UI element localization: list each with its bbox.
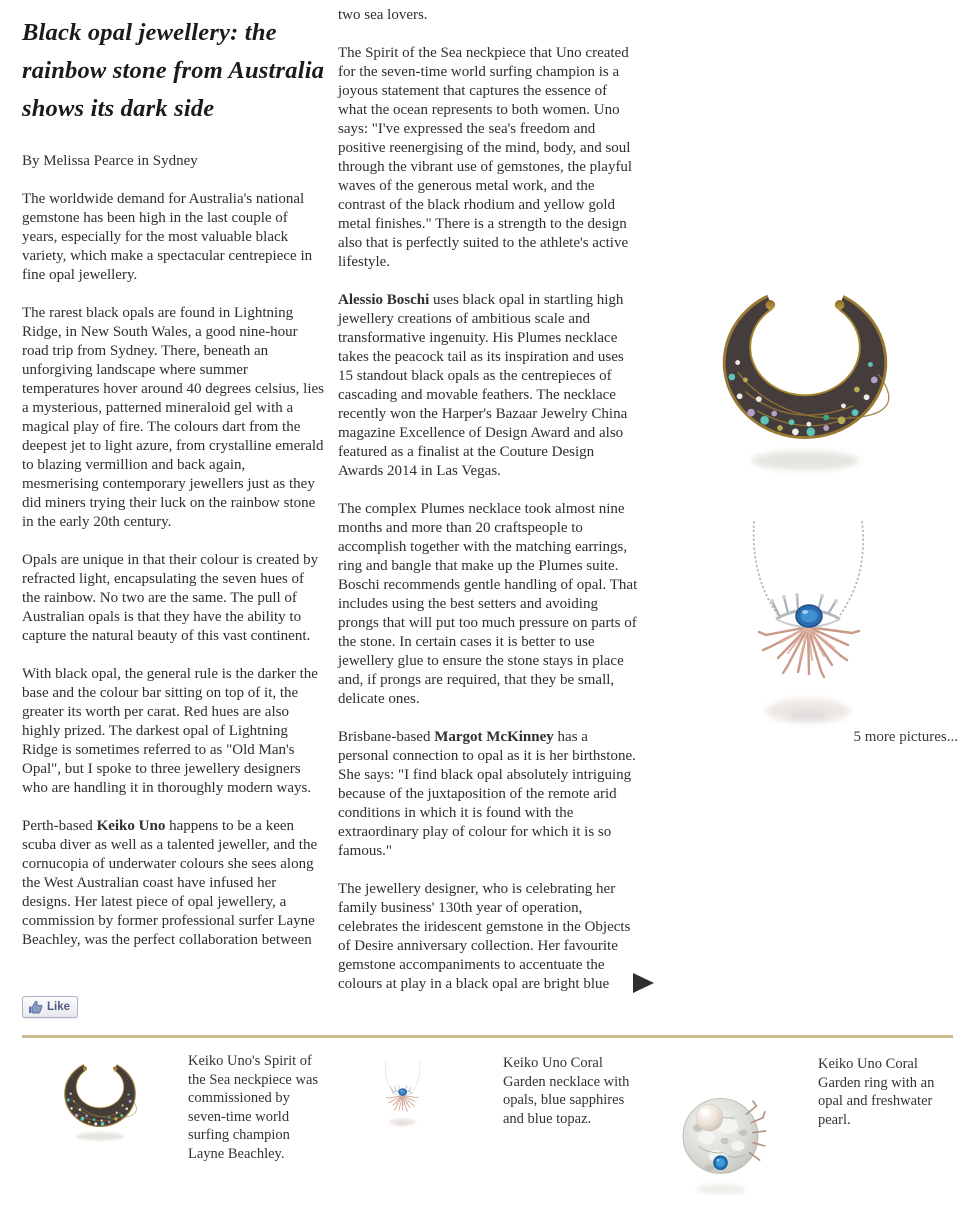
article-paragraph: two sea lovers. <box>338 7 428 23</box>
footer-caption: Keiko Uno Coral Garden ring with an opal and freshwater pearl. <box>818 1056 935 1128</box>
thumbs-up-icon <box>28 1000 43 1014</box>
footer-caption: Keiko Uno's Spirit of the Sea neckpiece was commissioned by seven-time world surfing champion Layne Beachley. <box>188 1053 319 1162</box>
article-column-2 <box>338 6 638 1013</box>
spirit-of-the-sea-necklace-image[interactable] <box>699 276 911 478</box>
article-paragraph: The jewellery designer, who is celebrating her family business' 130th year of operation, celebrates the iridescent gemstone in the Objects of Desire anniversary collection. Her favourite gemstone accompaniments to accentuate the colours at play in a black opal are bright blue <box>338 881 631 992</box>
designer-name: Margot McKinney <box>434 729 554 745</box>
page-title: Black opal jewellery: the rainbow stone from Australia shows its dark side <box>22 19 325 122</box>
more-pictures-link[interactable]: 5 more pictures... <box>853 729 958 745</box>
byline: By Melissa Pearce in Sydney <box>22 153 198 169</box>
article-paragraph: The complex Plumes necklace took almost nine months and more than 20 craftspeople to accomplish together with the matching earrings, ring and bangle that make up the Plumes suite. Boschi recommends gentle handling of opal. That includes using the best setters and avoiding prongs that will put too much pressure on parts of the stone. In certain cases it is better to use jewellery glue to ensure the stone stays in place and, if prongs are required, that they be small, delicate ones. <box>338 501 638 707</box>
footer-divider <box>22 1035 953 1038</box>
like-label: Like <box>47 1001 71 1013</box>
article-column-1 <box>22 14 325 969</box>
designer-name: Alessio Boschi <box>338 292 430 308</box>
article-paragraph: The Spirit of the Sea neckpiece that Uno created for the seven-time world surfing champion is a joyous statement that captures the essence of what the ocean represents to both women. Uno says: "I've expressed the sea's freedom and positive reenergising of the mind, body, and soul through the vibrant use of gemstones, the playful waves of the generous metal work, and the contrast of the black rhodium and yellow gold metal finishes." There is a strength to the design also that is perfectly suited to the athlete's active lifestyle. <box>338 45 633 270</box>
article-paragraph <box>338 291 638 481</box>
footer-caption: Keiko Uno Coral Garden necklace with opals, blue sapphires and blue topaz. <box>503 1055 630 1127</box>
footer-thumbnail-coral-necklace[interactable] <box>377 1048 453 1145</box>
paragraph-text: happens to be a keen scuba diver as well as a talented jeweller, and the cornucopia of underwater colours she sees along the West Australian coast have infused her designs. Her latest piece of opal jewellery, a commission by former professional surfer Layne Beachley, was the perfect collaboration between <box>22 818 318 948</box>
article-paragraph: Opals are unique in that their colour is created by refracted light, encapsulating the seven hues of the rainbow. No two are the same. The pull of Australian opals is that they have the ability to capture the natural beauty of this vast continent. <box>22 552 319 644</box>
paragraph-text: Brisbane-based <box>338 729 435 745</box>
article-paragraph: The worldwide demand for Australia's national gemstone has been high in the last couple of years, especially for the most valuable black variety, which make a spectacular centrepiece in fine opal jewellery. <box>22 191 313 283</box>
paragraph-text: uses black opal in startling high jewellery creations of ambitious scale and transformative ingenuity. His Plumes necklace takes the peacock tail as its inspiration and uses 15 standout black opals as the centrepieces of cascading and movable feathers. The necklace recently won the Harper's Bazaar Jewelry China magazine Excellence of Design Award and also featured as a finalist at the Couture Design Awards 2014 in Las Vegas. <box>338 292 628 479</box>
article-paragraph: With black opal, the general rule is the darker the base and the colour bar sitting on top of it, the greater its worth per carat. Red hues are also highly prized. The darkest opal of Lightning Ridge is sometimes referred to as "Old Man's Opal", but I spoke to three jewellery designers who are handling it in thoroughly modern ways. <box>22 666 318 796</box>
paragraph-text: Perth-based <box>22 818 97 834</box>
article-paragraph <box>22 817 325 950</box>
paragraph-text: has a personal connection to opal as it is her birthstone. She says: "I find black opal absolutely intriguing because of the juxtaposition of the remote arid conditions in which it is found with the extraordinary play of colour for which it is so famous." <box>338 729 636 859</box>
article-paragraph: The rarest black opals are found in Lightning Ridge, in New South Wales, a good nine-hour road trip from Sydney. There, beneath an unforgiving landscape where summer temperatures hover around 40 degrees celsius, lies a mysterious, patterned mineraloid gel with a magical play of fire. The colours dart from the deepest jet to light azure, from crystalline emerald to blazing vermillion and back again, mesmerising contemporary jewellers just as they did miners trying their luck on the rainbow stone in the early 20th century. <box>22 305 324 530</box>
like-button[interactable] <box>22 996 78 1018</box>
next-arrow-icon[interactable] <box>633 973 654 993</box>
article-paragraph <box>338 728 638 861</box>
coral-garden-necklace-image[interactable] <box>688 515 928 745</box>
footer-thumbnail-spirit-necklace[interactable] <box>54 1056 146 1144</box>
designer-name: Keiko Uno <box>96 818 166 834</box>
footer-thumbnail-coral-ring[interactable] <box>673 1086 773 1196</box>
